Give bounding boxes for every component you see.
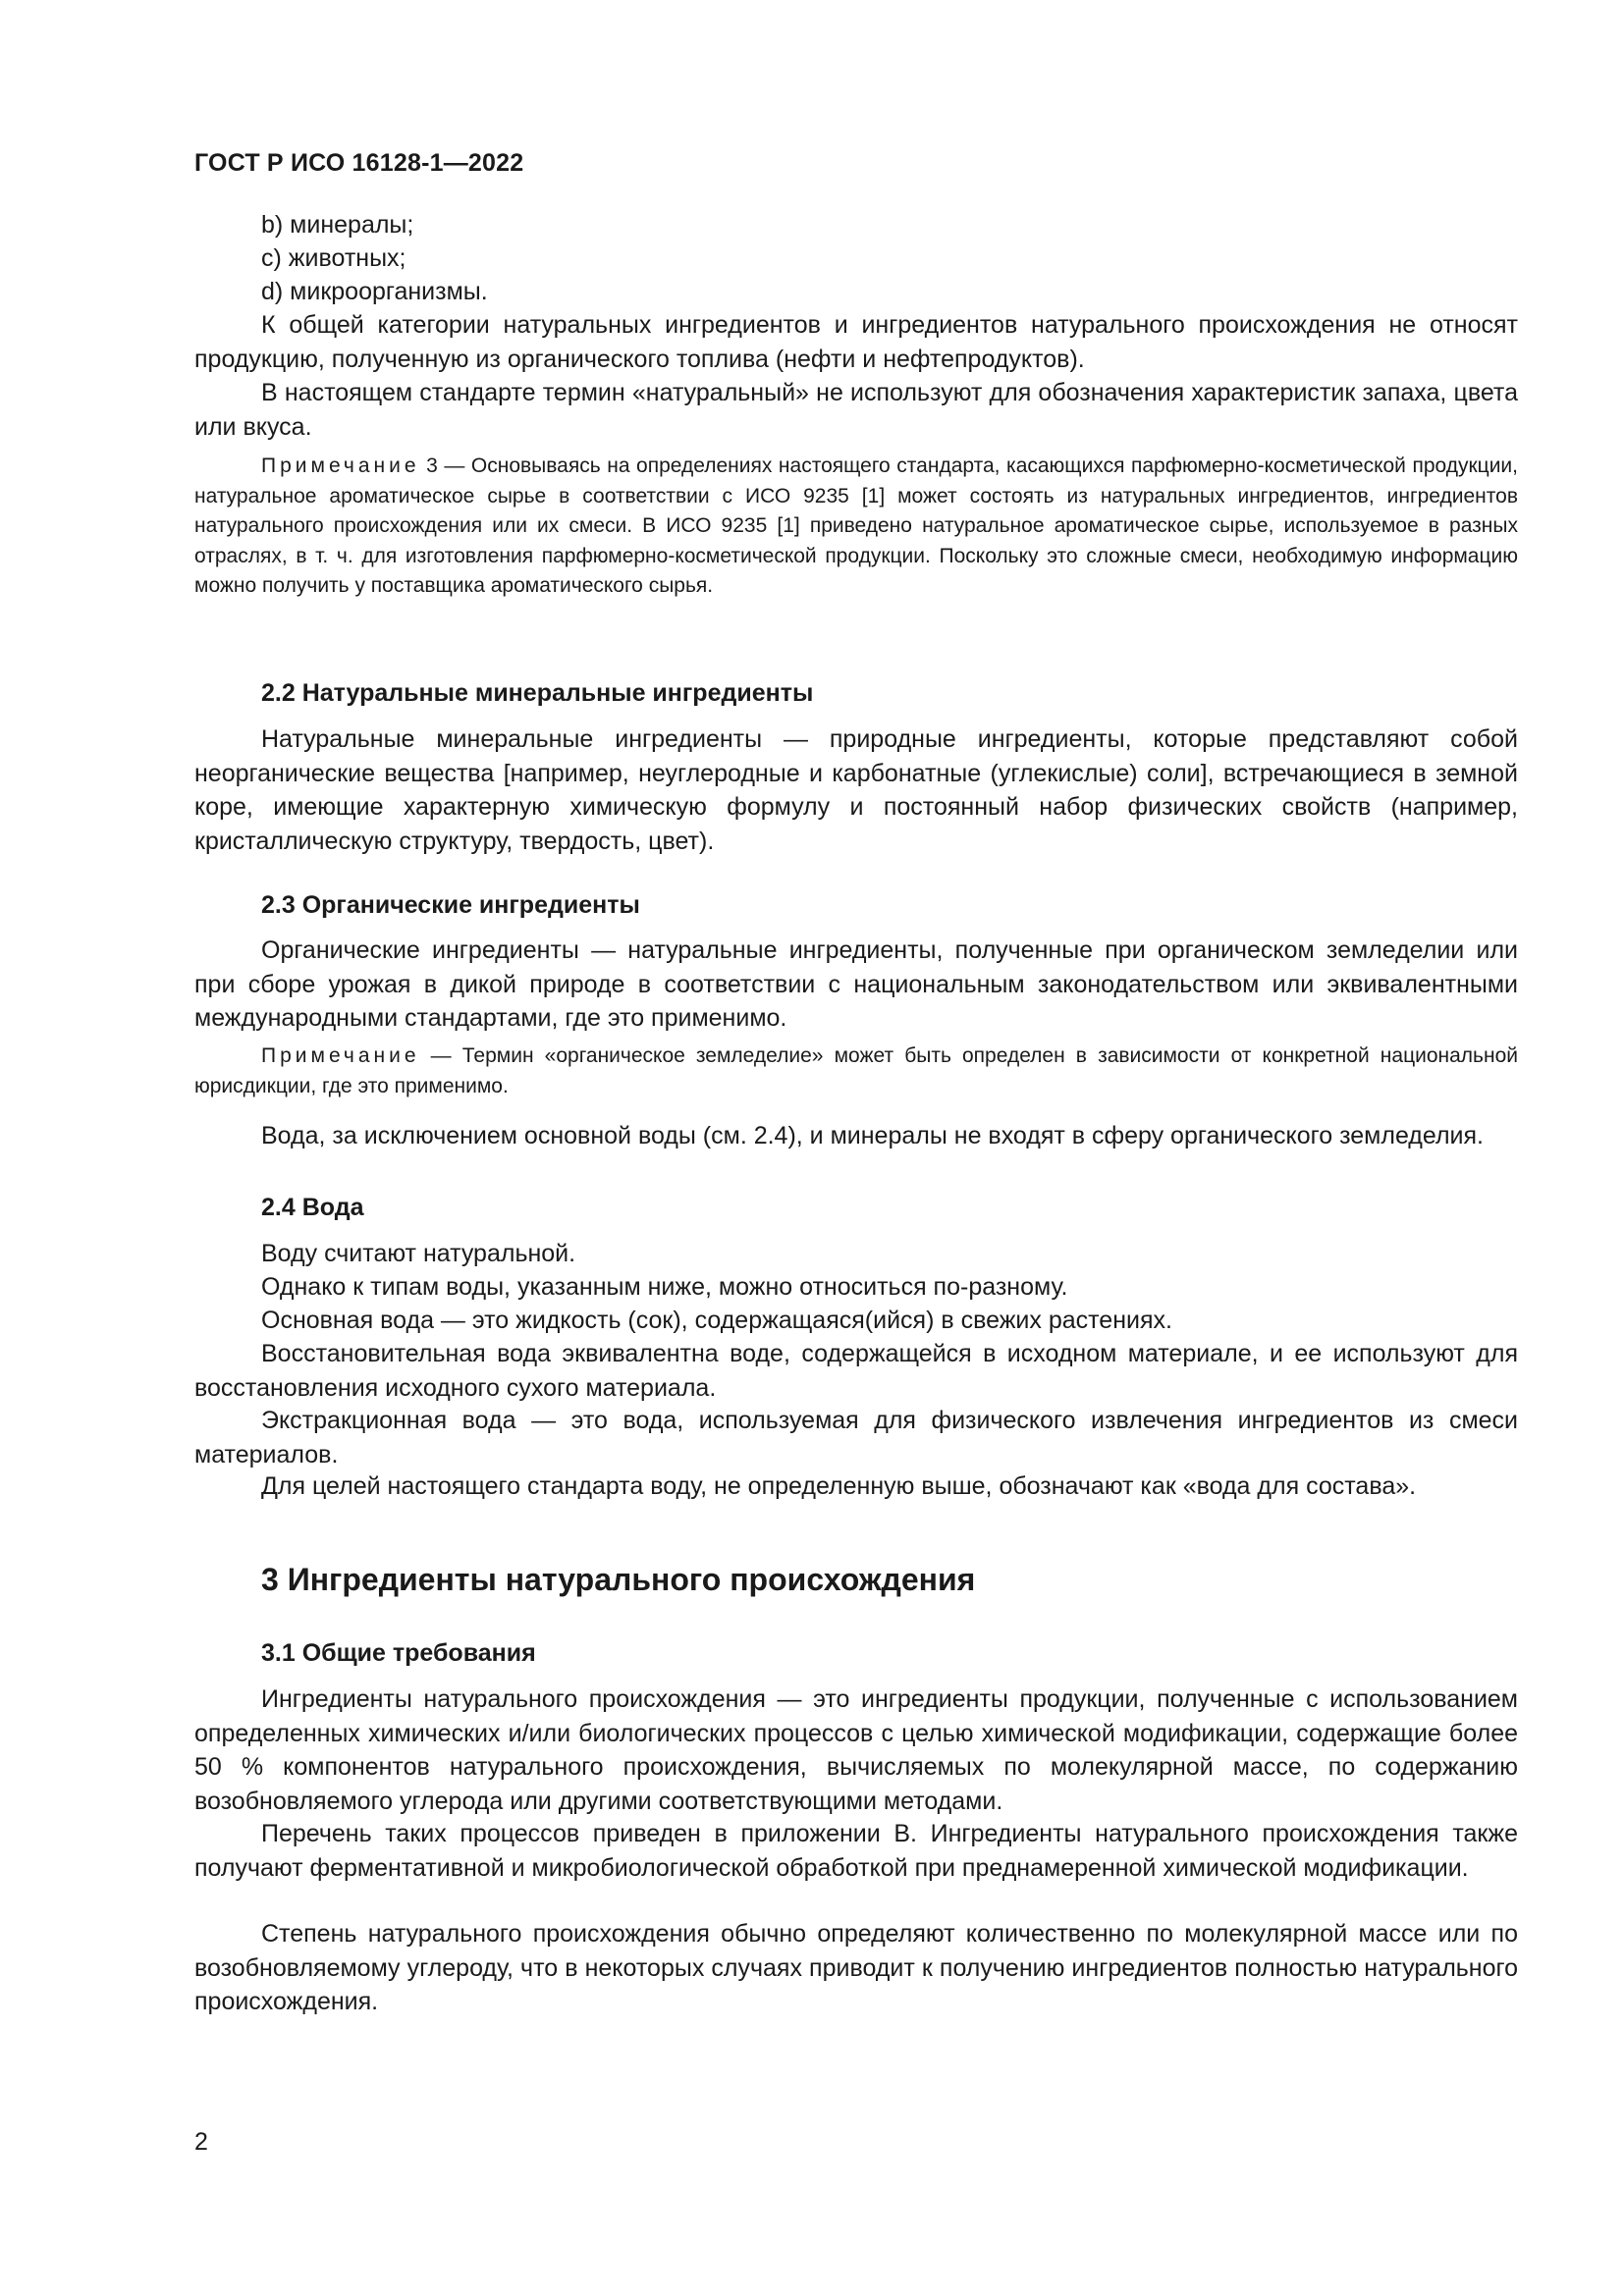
document-header: ГОСТ Р ИСО 16128-1—2022 (194, 149, 524, 177)
paragraph-3-1-a: Ингредиенты натурального происхождения — это ингредиенты продукции, полученные с использованием определенных химических и/или биологических процессов с целью химической модификации, содержащие более 50 % компонентов натурального происхождения, вычисляемых по молекулярной массе, по содержанию возобновляемого углерода или другими соответствующими методами. (194, 1685, 1518, 1815)
paragraph-2-4-d: Восстановительная вода эквивалентна воде, содержащейся в исходном материале, и ее используют для восстановления исходного сухого материала. (194, 1340, 1518, 1402)
paragraph-2-4-f: Для целей настоящего стандарта воду, не определенную выше, обозначают как «вода для состава». (261, 1472, 1417, 1500)
note-3 (194, 452, 1518, 602)
paragraph-2-4-b: Однако к типам воды, указанным ниже, можно относиться по-разному. (261, 1273, 1068, 1301)
heading-2-2: 2.2 Натуральные минеральные ингредиенты (261, 679, 814, 707)
paragraph-3-1-c: Степень натурального происхождения обычно определяют количественно по молекулярной массе или по возобновляемому углероду, что в некоторых случаях приводит к получению ингредиентов полностью натурального происхождения. (194, 1920, 1518, 2015)
heading-2-3: 2.3 Органические ингредиенты (261, 891, 640, 919)
list-item-c: c) животных; (261, 244, 406, 272)
heading-3-1: 3.1 Общие требования (261, 1639, 536, 1667)
list-item-d: d) микроорганизмы. (261, 278, 488, 305)
paragraph-2-2: Натуральные минеральные ингредиенты — природные ингредиенты, которые представляют собой неорганические вещества [например, неуглеродные и карбонатные (углекислые) соли], встречающиеся в земной коре, имеющие характерную химическую формулу и постоянный набор физических свойств (например, кристаллическую структуру, твердость, цвет). (194, 725, 1518, 855)
paragraph-2-4-a: Воду считают натуральной. (261, 1240, 576, 1267)
heading-2-4: 2.4 Вода (261, 1194, 364, 1221)
paragraph-2-4-e: Экстракционная вода — это вода, используемая для физического извлечения ингредиентов из смеси материалов. (194, 1407, 1518, 1468)
note-3-text: 3 — Основываясь на определениях настоящего стандарта, касающихся парфюмерно-косметической продукции, натуральное ароматическое сырье в соответствии с ИСО 9235 [1] может состоять из натуральных ингредиентов, ингредиентов натурального происхождения или их смеси. В ИСО 9235 [1] приведено натуральное ароматическое сырье, используемое в разных отраслях, в т. ч. для изготовления парфюмерно-косметической продукции. Поскольку это сложные смеси, необходимую информацию можно получить у поставщика ароматического сырья. (194, 454, 1518, 597)
paragraph-2-3-water: Вода, за исключением основной воды (см. 2.4), и минералы не входят в сферу органического земледелия. (261, 1122, 1484, 1149)
list-item-b: b) минералы; (261, 211, 414, 239)
paragraph-2-4-c: Основная вода — это жидкость (сок), содержащаяся(ийся) в свежих растениях. (261, 1307, 1172, 1334)
page-number: 2 (194, 2128, 208, 2156)
paragraph-natural-term: В настоящем стандарте термин «натуральный» не используют для обозначения характеристик запаха, цвета или вкуса. (194, 379, 1518, 441)
note-2-3-label: Примечание (261, 1044, 420, 1067)
heading-3: 3 Ингредиенты натурального происхождения (261, 1562, 976, 1597)
paragraph-2-3: Органические ингредиенты — натуральные ингредиенты, полученные при органическом земледелии или при сборе урожая в дикой природе в соответствии с национальным законодательством или эквивалентными международными стандартами, где это применимо. (194, 936, 1518, 1032)
paragraph-3-1-b: Перечень таких процессов приведен в приложении В. Ингредиенты натурального происхождения также получают ферментативной и микробиологической обработкой при преднамеренной химической модификации. (194, 1820, 1518, 1882)
note-2-3-text: — Термин «органическое земледелие» может быть определен в зависимости от конкретной национальной юрисдикции, где это применимо. (194, 1044, 1518, 1097)
note-2-3 (194, 1041, 1518, 1101)
note-3-label: Примечание (261, 454, 420, 477)
paragraph-fossil-exclusion: К общей категории натуральных ингредиентов и ингредиентов натурального происхождения не относят продукцию, полученную из органического топлива (нефти и нефтепродуктов). (194, 311, 1518, 373)
